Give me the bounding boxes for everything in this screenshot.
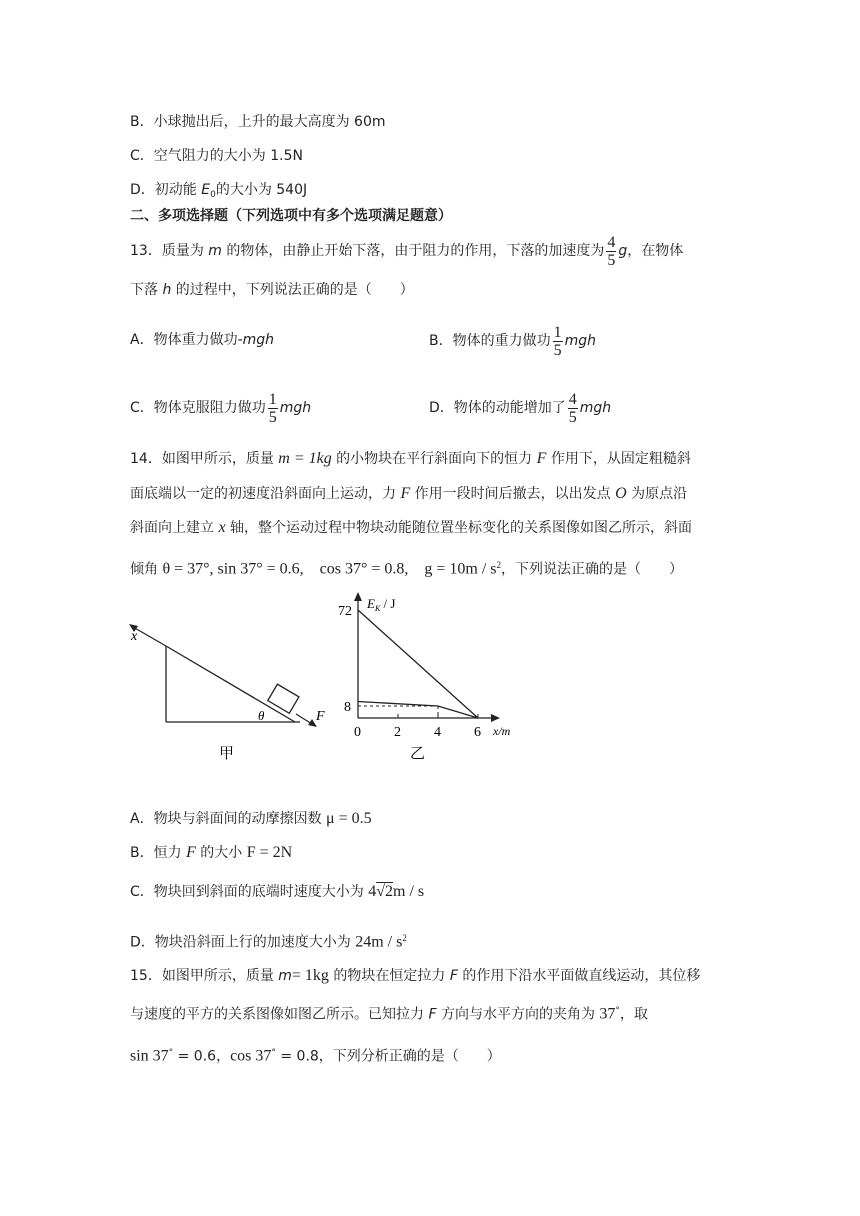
y-axis-title: $E_K$ / J bbox=[367, 596, 396, 613]
x-axis-title: x/m bbox=[493, 724, 511, 738]
series-line-1 bbox=[358, 610, 478, 718]
x-axis-arrowhead bbox=[491, 714, 500, 722]
q14-option-a: A．物块与斜面间的动摩擦因数 μ = 0.5 bbox=[130, 810, 372, 827]
x-axis-extension bbox=[133, 627, 166, 646]
q13-stem-line2: 下落 h 的过程中，下列说法正确的是（ ） bbox=[130, 282, 414, 298]
caption-yi: 乙 bbox=[410, 746, 426, 762]
q15-stem-line2: 与速度的平方的关系图像如图乙所示。已知拉力 F 方向与水平方向的夹角为 37°，取 bbox=[130, 1005, 648, 1023]
caption-jia: 甲 bbox=[219, 746, 235, 762]
q15-stem-line1: 15．如图甲所示，质量 m= 1kg 的物块在恒定拉力 F 的作用下沿水平面做直线运动，其位移 bbox=[130, 967, 701, 984]
q14-stem-line1: 14．如图甲所示，质量 m = 1kg 的小物块在平行斜面向下的恒力 F 作用下，从固定粗糙斜 bbox=[130, 450, 691, 467]
figure-jia-incline bbox=[125, 616, 335, 766]
section-heading: 二、多项选择题（下列选项中有多个选项满足题意） bbox=[130, 208, 452, 224]
q13-option-c: C．物体克服阻力做功 $\frac{1}{5}$ mgh bbox=[130, 390, 312, 426]
q15-stem-line3: sin 37° = 0.6，cos 37° = 0.8，下列分析正确的是（ ） bbox=[130, 1047, 501, 1065]
series-line-2 bbox=[358, 702, 478, 719]
q12-option-b: B．小球抛出后，上升的最大高度为 60m bbox=[130, 114, 386, 130]
q14-stem-line2: 面底端以一定的初速度沿斜面向上运动，力 F 作用一段时间后撤去，以出发点 O 为原点沿 bbox=[130, 485, 688, 502]
q13-option-b: B．物体的重力做功 $\frac{1}{5}$ mgh bbox=[429, 323, 597, 359]
x-tick-label: 2 bbox=[394, 725, 401, 740]
figure-yi-graph bbox=[330, 588, 530, 768]
q13-option-a: A．物体重力做功-mgh bbox=[130, 332, 275, 348]
force-label: F bbox=[316, 709, 325, 724]
x-tick-label: 4 bbox=[434, 725, 441, 740]
q14-option-c: C．物块回到斜面的底端时速度大小为 4√2m / s bbox=[130, 883, 425, 900]
y-tick-label: 72 bbox=[338, 604, 352, 619]
q12-option-c: C．空气阻力的大小为 1.5N bbox=[130, 148, 303, 164]
incline-surface bbox=[166, 646, 295, 722]
q13-option-d: D．物体的动能增加了 $\frac{4}{5}$ mgh bbox=[429, 390, 612, 426]
x-tick-label: 0 bbox=[354, 725, 361, 740]
y-axis-arrowhead bbox=[354, 592, 362, 601]
q14-option-d: D．物块沿斜面上行的加速度大小为 $24m / s^2$ bbox=[130, 933, 407, 951]
q14-option-b: B．恒力 F 的大小 F = 2N bbox=[130, 844, 293, 861]
graph-marks bbox=[338, 604, 481, 740]
x-label: x bbox=[131, 629, 138, 644]
q14-stem-line3: 斜面向上建立 x 轴，整个运动过程中物块动能随位置坐标变化的关系图像如图乙所示，斜面 bbox=[130, 519, 693, 536]
x-tick-label: 6 bbox=[474, 725, 481, 740]
q12-option-d: D．初动能 $E_0$的大小为 540J bbox=[130, 182, 308, 200]
q14-stem-line4: 倾角 θ = 37°, sin 37° = 0.6, cos 37° = 0.8, $g = 10m / s^2$，下列说法正确的是（ ） bbox=[130, 560, 684, 578]
fraction: $\frac{4}{5}$ bbox=[607, 233, 616, 269]
y-tick-label: 8 bbox=[344, 700, 351, 715]
q13-stem-line1: 13．质量为 m 的物体，由静止开始下落，由于阻力的作用，下落的加速度为 $\frac{4}{5}$ g，在物体 bbox=[130, 233, 684, 269]
theta-label: θ bbox=[258, 708, 265, 723]
